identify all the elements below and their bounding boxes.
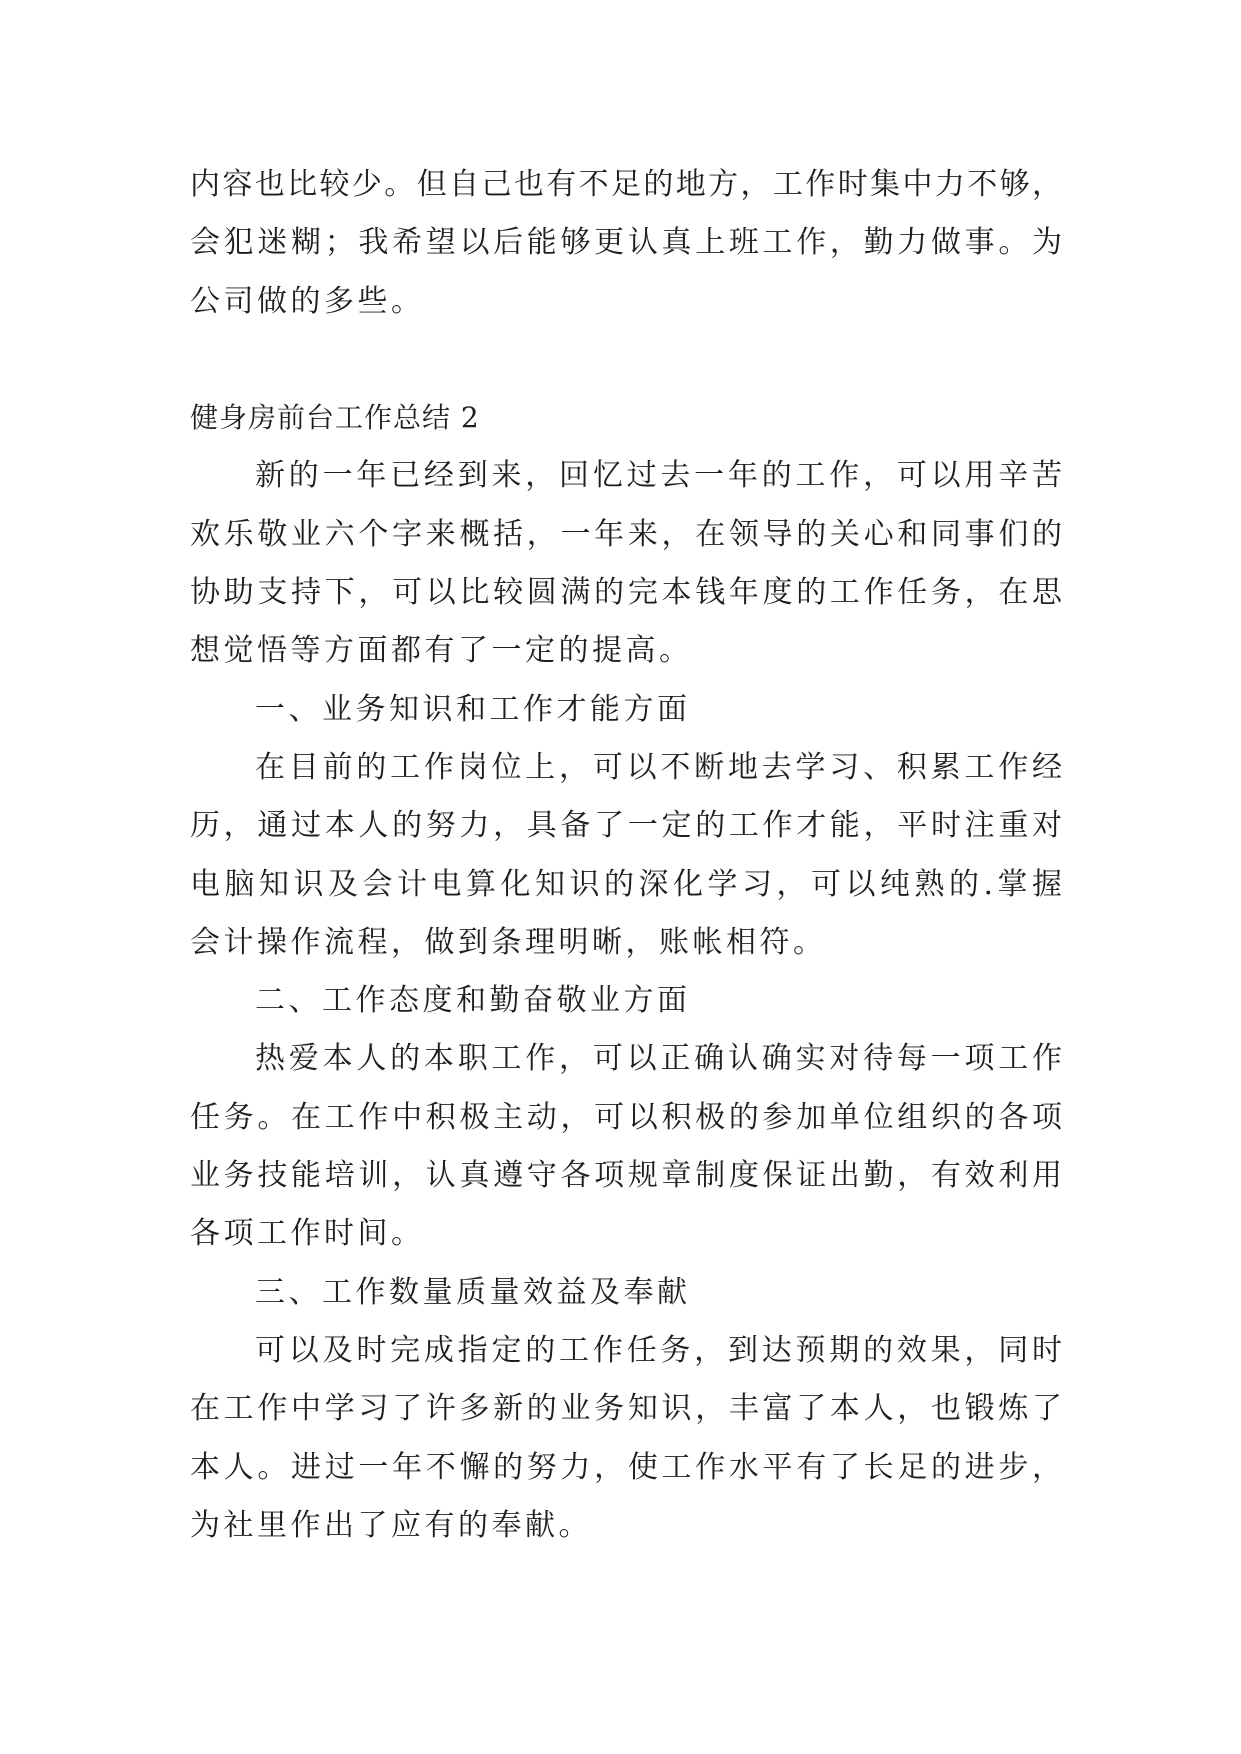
- text-line: 内容也比较少。但自己也有不足的地方，工作时集中力不够，: [190, 167, 1062, 202]
- continued-paragraph: [190, 156, 1062, 331]
- text-line: 各项工作时间。: [190, 1216, 425, 1252]
- text-line: 历，通过本人的努力，具备了一定的工作才能，平时注重对: [190, 808, 1062, 844]
- paragraph: [190, 1322, 1062, 1555]
- paragraph: [190, 447, 1062, 680]
- text-line: 欢乐敬业六个字来概括，一年来，在领导的关心和同事们的: [190, 516, 1062, 552]
- text-line: 业务技能培训，认真遵守各项规章制度保证出勤，有效利用: [190, 1158, 1062, 1194]
- text-line: 新的一年已经到来，回忆过去一年的工作，可以用辛苦: [255, 458, 1062, 494]
- subheading: [190, 1264, 1062, 1322]
- paragraph: [190, 1030, 1062, 1263]
- subheading-text: 三、工作数量质量效益及奉献: [255, 1274, 691, 1310]
- text-line: 想觉悟等方面都有了一定的提高。: [190, 633, 693, 669]
- text-line: 为社里作出了应有的奉献。: [190, 1507, 592, 1543]
- subheading-text: 一、业务知识和工作才能方面: [255, 691, 691, 727]
- subheading-text: 二、工作态度和勤奋敬业方面: [255, 983, 691, 1019]
- paragraph: [190, 739, 1062, 972]
- text-line: 协助支持下，可以比较圆满的完本钱年度的工作任务，在思: [190, 575, 1062, 611]
- text-line: 本人。进过一年不懈的努力，使工作水平有了长足的进步，: [190, 1449, 1062, 1485]
- text-line: 热爱本人的本职工作，可以正确认确实对待每一项工作: [255, 1041, 1062, 1077]
- text-line: 可以及时完成指定的工作任务，到达预期的效果，同时: [255, 1332, 1062, 1368]
- text-line: 任务。在工作中积极主动，可以积极的参加单位组织的各项: [190, 1099, 1062, 1135]
- text-line: 公司做的多些。: [190, 283, 425, 319]
- blank-line: [190, 331, 1062, 389]
- text-line: 在工作中学习了许多新的业务知识，丰富了本人，也锻炼了: [190, 1391, 1062, 1427]
- section-title: 健身房前台工作总结 2: [190, 401, 480, 435]
- text-line: 在目前的工作岗位上，可以不断地去学习、积累工作经: [255, 749, 1062, 785]
- subheading: [190, 972, 1062, 1030]
- document-page: [190, 156, 1062, 1555]
- subheading: [190, 681, 1062, 739]
- text-line: 会计操作流程，做到条理明晰，账帐相符。: [190, 924, 827, 960]
- text-line: 电脑知识及会计电算化知识的深化学习，可以纯熟的.掌握: [190, 866, 1062, 902]
- text-line: 会犯迷糊；我希望以后能够更认真上班工作，勤力做事。为: [190, 225, 1062, 261]
